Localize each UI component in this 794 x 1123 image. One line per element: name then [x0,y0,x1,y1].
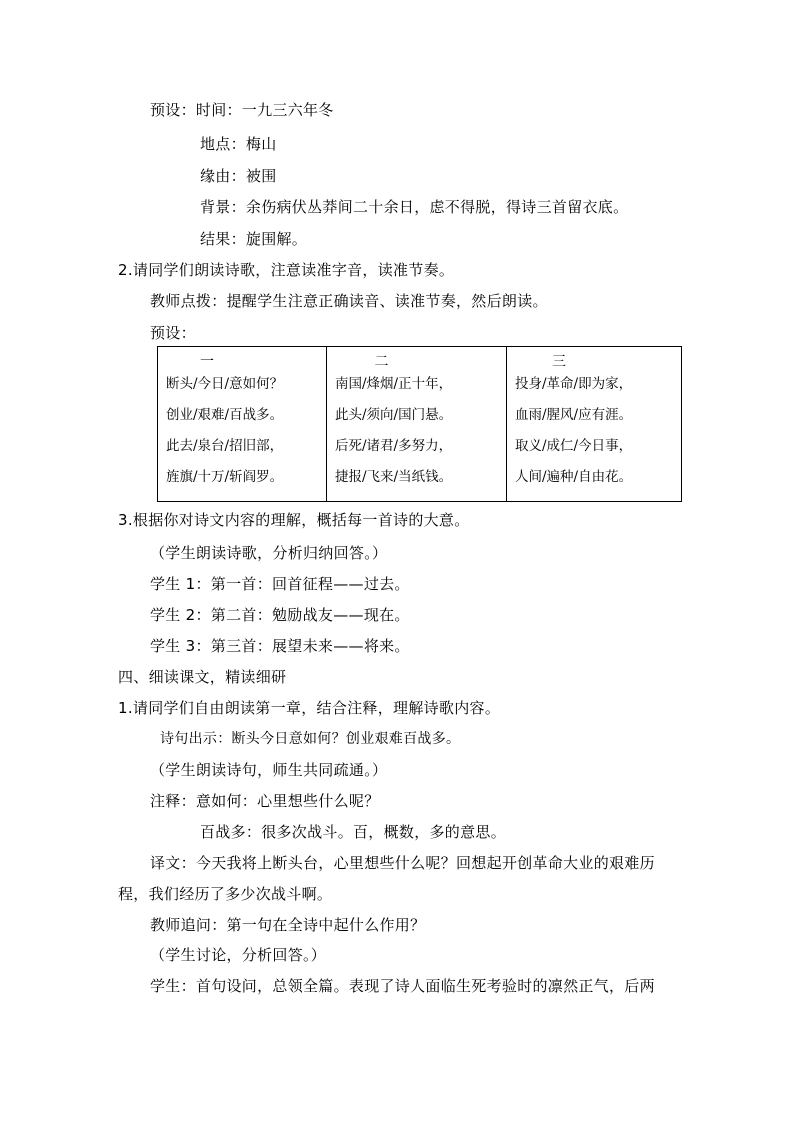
translation-line-1: 译文：今天我将上断头台，心里想些什么呢？回想起开创革命大业的艰难历 [150,854,655,872]
item2-teacher-tip: 教师点拨：提醒学生注意正确读音、读准节奏，然后朗读。 [150,292,548,310]
poem-2-line: 南国/烽烟/正十年， [335,376,453,392]
poem-3-header: 三 [552,354,566,370]
item3-student-3: 学生 3：第三首：展望未来——将来。 [150,637,410,655]
poem-column-2 [327,347,507,502]
poem-1-line: 断头/今日/意如何？ [166,376,284,392]
item2-preset-label: 预设： [150,324,196,342]
verse-show: 诗句出示：断头今日意如何？创业艰难百战多。 [160,731,461,747]
preset-cause: 缘由：被围 [200,167,277,185]
preset-result: 结果：旋围解。 [200,230,308,248]
translation-line-2: 程，我们经历了多少次战斗啊。 [118,885,333,903]
section4-note2: （学生讨论，分析回答。） [150,946,327,964]
poem-1-line: 此去/泉台/招旧部， [166,438,284,454]
item3-note: （学生朗读诗歌，分析归纳回答。） [150,544,388,562]
poem-1-line: 旌旗/十万/斩阎罗。 [166,469,284,485]
section4-item1: 1.请同学们自由朗读第一章，结合注释，理解诗歌内容。 [118,699,501,717]
annotation-2: 百战多：很多次战斗。百，概数，多的意思。 [200,823,507,841]
poem-2-line: 此头/须向/国门悬。 [335,407,453,423]
poem-column-1 [158,347,327,502]
poem-column-3 [507,347,682,502]
preset-background: 背景：余伤病伏丛莽间二十余日，虑不得脱，得诗三首留衣底。 [200,198,629,216]
poem-3-line: 人间/遍种/自由花。 [515,469,633,485]
poem-1-header: 一 [200,354,214,370]
poem-3-line: 血雨/腥风/应有涯。 [515,407,633,423]
poem-3-line: 投身/革命/即为家， [515,376,633,392]
section4-heading: 四、细读课文，精读细研 [118,668,287,686]
item3-student-2: 学生 2：第二首：勉励战友——现在。 [150,606,410,624]
preset-place: 地点：梅山 [200,135,277,153]
preset-time: 预设：时间：一九三六年冬 [150,101,334,119]
poem-2-header: 二 [374,354,389,370]
item3-heading: 3.根据你对诗文内容的理解，概括每一首诗的大意。 [118,511,470,529]
poem-3-line: 取义/成仁/今日事， [515,438,633,454]
poem-2-line: 捷报/飞来/当纸钱。 [335,469,453,485]
teacher-question: 教师追问：第一句在全诗中起什么作用？ [150,916,426,934]
item2-heading: 2.请同学们朗读诗歌，注意读准字音，读准节奏。 [118,261,455,279]
poems-table [157,346,682,502]
section4-note1: （学生朗读诗句，师生共同疏通。） [150,761,388,779]
poem-2-line: 后死/诸君/多努力， [335,438,453,454]
item3-student-1: 学生 1：第一首：回首征程——过去。 [150,575,410,593]
poem-1-line: 创业/艰难/百战多。 [166,407,284,423]
annotation-1: 注释：意如何：心里想些什么呢？ [150,792,380,810]
student-answer: 学生：首句设问，总领全篇。表现了诗人面临生死考验时的凛然正气，后两 [150,977,655,995]
